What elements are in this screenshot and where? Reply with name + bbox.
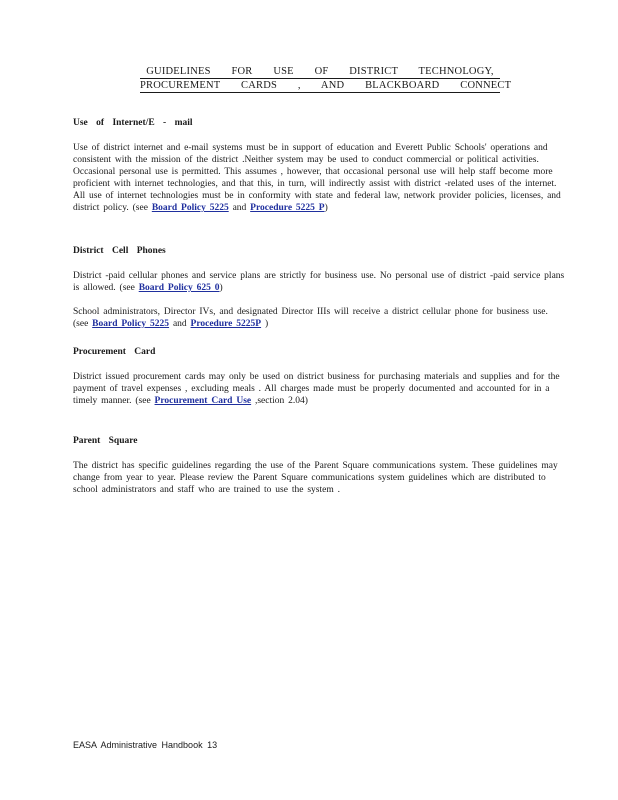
- paragraph-cell-2-text: School administrators, Director IVs, and designated Director IIIs will receive a district cellular phone for business use. (see: [73, 307, 548, 329]
- document-title: [140, 65, 512, 93]
- link-board-policy-6250[interactable]: Board Policy 625 0: [138, 283, 220, 293]
- link-procedure-5225p-cell[interactable]: Procedure 5225P: [190, 319, 262, 329]
- link-procedure-5225p[interactable]: Procedure 5225 P: [250, 203, 325, 213]
- section-procurement: [73, 346, 565, 407]
- paragraph-internet-text: Use of district internet and e-mail systems must be in support of education and Everett Public Schools' operations and consistent with the mission of the district .Neither system may be used to conduct commercial or political activities. Occasional personal use is permitted. This assumes , however, that occasional personal use will help staff become more proficient with internet technologies, and that this, in turn, will indirectly assist with district -related uses of the internet. All use of internet technologies must be in conformity with state and federal law, network provider policies, licenses, and district policy. (see: [73, 143, 561, 213]
- paragraph-procurement-end: ,section 2.04): [251, 396, 308, 406]
- section-cell-phones: [73, 245, 565, 330]
- paragraph-procurement-text: District issued procurement cards may only be used on district business for purchasing materials and supplies and for the payment of travel expenses , excluding meals . All charges made must be properly documented and accounted for in a timely manner. (see: [73, 372, 560, 406]
- paragraph-cell-2-and: and: [169, 319, 191, 329]
- link-procurement-card-use[interactable]: Procurement Card Use: [154, 396, 252, 406]
- paragraph-internet-end: ): [324, 203, 328, 213]
- paragraph-procurement: [73, 371, 565, 407]
- heading-parent-square: Parent Square: [73, 436, 138, 446]
- link-board-policy-5225-cell[interactable]: Board Policy 5225: [92, 319, 170, 329]
- paragraph-cell-phones-2: [73, 306, 565, 330]
- paragraph-cell-2-end: ): [261, 319, 269, 329]
- paragraph-cell-1-end: ): [219, 283, 223, 293]
- paragraph-internet: [73, 142, 565, 214]
- link-board-policy-5225[interactable]: Board Policy 5225: [151, 203, 229, 213]
- page-footer: EASA Administrative Handbook 13: [73, 740, 218, 750]
- title-line-1: GUIDELINES FOR USE OF DISTRICT TECHNOLOGY,: [140, 65, 500, 79]
- section-internet: [73, 117, 565, 214]
- paragraph-parent-square: The district has specific guidelines regarding the use of the Parent Square communications system. These guidelines may change from year to year. Please review the Parent Square communications system guidelines which are distributed to school administrators and staff who are trained to use the system .: [73, 461, 558, 495]
- section-parent-square: [73, 435, 565, 496]
- heading-procurement: Procurement Card: [73, 347, 156, 357]
- paragraph-internet-and: and: [228, 203, 251, 213]
- paragraph-cell-1-text: District -paid cellular phones and service plans are strictly for business use. No personal use of district -paid service plans is allowed. (see: [73, 271, 565, 293]
- paragraph-cell-phones-1: [73, 270, 565, 294]
- title-line-2: PROCUREMENT CARDS , AND BLACKBOARD CONNECT: [140, 80, 512, 91]
- heading-internet: Use of Internet/E - mail: [73, 118, 193, 128]
- heading-cell-phones: District Cell Phones: [73, 246, 166, 256]
